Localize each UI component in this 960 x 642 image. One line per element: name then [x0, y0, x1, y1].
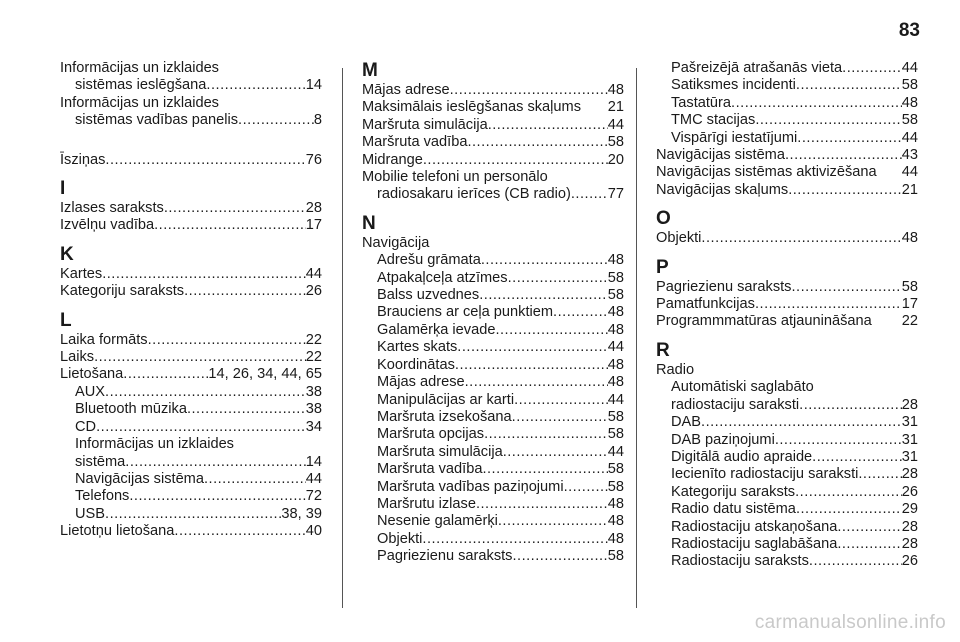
page-ref: 8 — [313, 112, 322, 129]
index-entry: Izvēlņu vadība ..... 17 — [60, 217, 322, 234]
index-subentry: Vispārīgi iestatījumi ..... 44 — [656, 130, 918, 147]
index-subentry: Informācijas un izklaides sistēma ..... 14 — [60, 436, 322, 471]
index-subentry: TMC stacijas ..... 58 — [656, 112, 918, 129]
index-subentry: Radiostaciju saraksts ..... 26 — [656, 553, 918, 570]
index-entry: Laika formāts ..... 22 — [60, 332, 322, 349]
index-subentry: Navigācijas sistēma ..... 44 — [60, 471, 322, 488]
index-subentry: Maršruta izsekošana ..... 58 — [362, 409, 624, 426]
index-entry — [60, 60, 322, 95]
index-entry: Navigācijas sistēma ..... 43 — [656, 147, 918, 164]
index-entry: Objekti ..... 48 — [656, 230, 918, 247]
index-column-3 — [656, 60, 918, 571]
index-entry: Lietošana ..... 14, 26, 34, 44, 65 — [60, 366, 322, 383]
index-subentry: Koordinātas ..... 48 — [362, 357, 624, 374]
page-ref: 76 — [305, 151, 322, 168]
index-entry: Maršruta vadība ..... 58 — [362, 134, 624, 151]
index-subentry: Nesenie galamērķi ..... 48 — [362, 513, 624, 530]
index-subentry: Digitālā audio apraide ..... 31 — [656, 449, 918, 466]
index-subentry: Objekti ..... 48 — [362, 531, 624, 548]
index-subentry: Adrešu grāmata ..... 48 — [362, 252, 624, 269]
index-subentry: Kartes skats ..... 44 — [362, 339, 624, 356]
index-entry: Mājas adrese ..... 48 — [362, 82, 624, 99]
index-subentry: Mājas adrese ..... 48 — [362, 374, 624, 391]
index-entry: Maršruta simulācija ..... 44 — [362, 117, 624, 134]
index-subentry: Manipulācijas ar karti ..... 44 — [362, 392, 624, 409]
section-letter: N — [362, 212, 376, 234]
index-entry: Pagriezienu saraksts ..... 58 — [656, 279, 918, 296]
index-subentry: Pagriezienu saraksts ..... 58 — [362, 548, 624, 565]
index-subentry: Maršrutu izlase ..... 48 — [362, 496, 624, 513]
entry-text: sistēmas ieslēgšana — [75, 77, 207, 94]
index-subentry: CD ..... 34 — [60, 419, 322, 436]
index-entry: Navigācijas skaļums ..... 21 — [656, 182, 918, 199]
index-subentry: AUX ..... 38 — [60, 384, 322, 401]
index-entry — [60, 95, 322, 130]
section-letter: O — [656, 208, 671, 230]
index-entry: Izlases saraksts ..... 28 — [60, 200, 322, 217]
index-entry: Īsziņas ..... 76 — [60, 152, 322, 169]
index-subentry: Maršruta simulācija ..... 44 — [362, 444, 624, 461]
index-entry: Laiks ..... 22 — [60, 349, 322, 366]
index-subentry: Kategoriju saraksts ..... 26 — [656, 484, 918, 501]
index-subentry: Tastatūra ..... 48 — [656, 95, 918, 112]
index-subentry: DAB ..... 31 — [656, 414, 918, 431]
index-entry: Pamatfunkcijas ..... 17 — [656, 296, 918, 313]
index-subentry: Radiostaciju saglabāšana ..... 28 — [656, 536, 918, 553]
index-column-1 — [60, 60, 322, 541]
page-ref: 14 — [305, 77, 322, 94]
index-subentry: Galamērķa ievade ..... 48 — [362, 322, 624, 339]
section-letter: M — [362, 60, 378, 81]
entry-text: Informācijas un izklaides — [60, 94, 219, 111]
index-subentry: DAB paziņojumi ..... 31 — [656, 432, 918, 449]
index-entry: Programmmatūras atjaunināšana 22 — [656, 313, 918, 330]
index-subentry: Brauciens ar ceļa punktiem ..... 48 — [362, 304, 624, 321]
index-entry: Kartes ..... 44 — [60, 266, 322, 283]
index-subentry: Maršruta vadības paziņojumi ..... 58 — [362, 479, 624, 496]
index-entry: Kategoriju saraksts ..... 26 — [60, 283, 322, 300]
section-letter: I — [60, 178, 66, 200]
index-entry: Navigācija — [362, 234, 430, 251]
index-subentry: Maršruta vadība ..... 58 — [362, 461, 624, 478]
index-column-2 — [362, 60, 624, 566]
index-subentry: Telefons ..... 72 — [60, 488, 322, 505]
index-entry: Mobilie telefoni un personālo radiosakaru ierīces (CB radio) ..... 77 — [362, 169, 624, 204]
index-subentry: Iecienīto radiostaciju saraksti ..... 28 — [656, 466, 918, 483]
entry-text: Informācijas un izklaides — [60, 60, 219, 76]
index-subentry: Pašreizējā atrašanās vieta ..... 44 — [656, 60, 918, 77]
section-letter: K — [60, 243, 74, 265]
index-entry: Maksimālais ieslēgšanas skaļums 21 — [362, 99, 624, 116]
index-subentry: USB ..... 38, 39 — [60, 506, 322, 523]
section-letter: R — [656, 339, 670, 361]
index-subentry: Balss uzvednes ..... 58 — [362, 287, 624, 304]
index-entry: Navigācijas sistēmas aktivizēšana 44 — [656, 164, 918, 181]
index-subentry: Atpakaļceļa atzīmes ..... 58 — [362, 270, 624, 287]
index-entry: Radio — [656, 361, 695, 378]
index-subentry: Satiksmes incidenti ..... 58 — [656, 77, 918, 94]
page-number: 83 — [898, 20, 920, 41]
column-divider — [342, 68, 343, 608]
index-subentry: Bluetooth mūzika ..... 38 — [60, 401, 322, 418]
column-divider — [636, 68, 637, 608]
index-entry: Midrange ..... 20 — [362, 152, 624, 169]
section-letter: P — [656, 256, 669, 278]
watermark-text: carmanualsonline.info — [754, 612, 946, 633]
section-letter: L — [60, 309, 72, 331]
index-subentry: Automātiski saglabāto radiostaciju saraksti ..... 28 — [656, 379, 918, 414]
index-subentry: Radio datu sistēma ..... 29 — [656, 501, 918, 518]
index-subentry: Radiostaciju atskaņošana ..... 28 — [656, 519, 918, 536]
entry-text: sistēmas vadības panelis — [75, 112, 239, 129]
index-entry: Lietotņu lietošana ..... 40 — [60, 523, 322, 540]
index-subentry: Maršruta opcijas ..... 58 — [362, 426, 624, 443]
